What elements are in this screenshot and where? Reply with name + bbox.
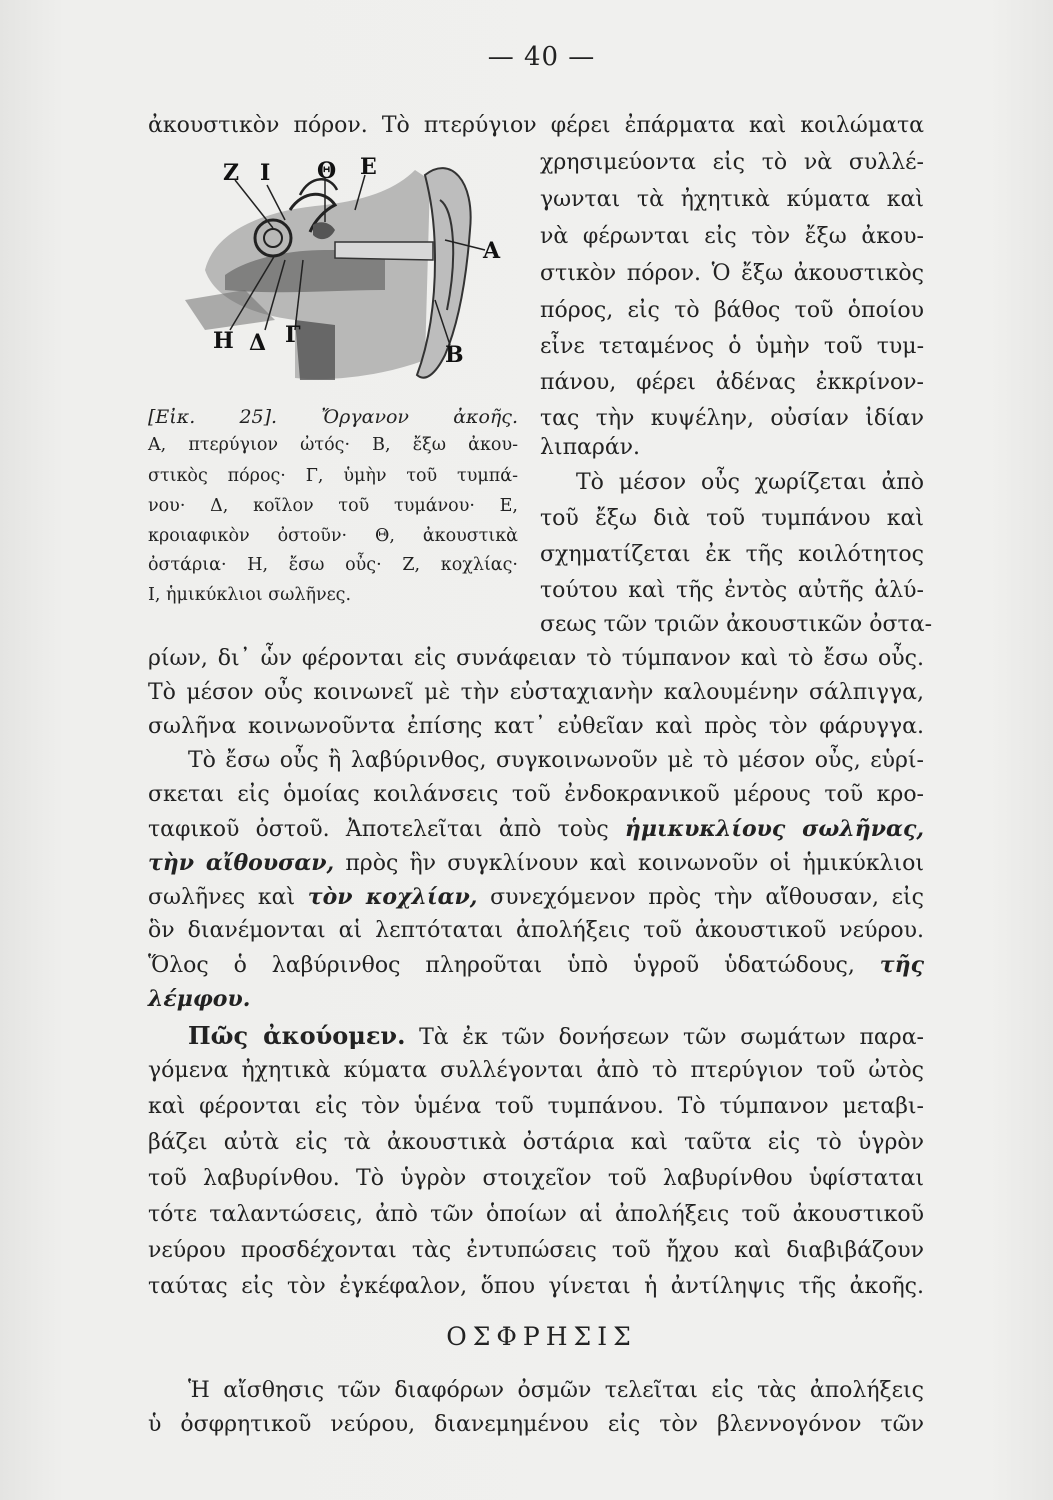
page-number: — 40 — [487,42,596,72]
text-line: ὃν διανέμονται αἱ λεπτόταται ἀπολήξεις τοῦ ἀκουστικοῦ νεύρου. [148,918,924,943]
text-line: καὶ φέρονται εἰς τὸν ὑμένα τοῦ τυμπάνου. Τὸ τύμπανον μεταβι- [148,1094,924,1119]
emphasis-term: λέμφου. [148,986,251,1012]
figure-label: Ι [260,160,271,186]
text-line: τοῦ λαβυρίνθου. Τὸ ὑγρὸν στοιχεῖον τοῦ λαβυρίνθου ὑφίσταται [148,1166,924,1191]
text-line: σκεται εἰς ὁμοίας κοιλάνσεις τοῦ ἐνδοκρανικοῦ μέρους τοῦ κρο- [148,782,924,807]
text-span: σωλῆνες καὶ [148,885,308,910]
text-line: σχηματίζεται ἐκ τῆς κοιλότητος [540,542,924,567]
emphasis-term: τῆς [879,952,924,978]
ear-anatomy-figure [185,150,515,390]
emphasis-term: τὴν αἴθουσαν, [148,850,335,876]
subheading: Πῶς ἀκούομεν. [188,1021,406,1050]
text-line: στικὸν πόρον. Ὁ ἔξω ἀκουστικὸς [540,261,924,286]
figure-caption-line: Α, πτερύγιον ὠτός· Β, ἔξω ἀκου- [148,435,518,455]
text-line: τότε ταλαντώσεις, ἀπὸ τῶν ὁποίων αἱ ἀπολήξεις τοῦ ἀκουστικοῦ [148,1202,924,1227]
text-line: Τὸ ἔσω οὖς ἢ λαβύρινθος, συγκοινωνοῦν μὲ τὸ μέσον οὖς, εὑρί- [188,748,924,773]
text-line: ἀκουστικὸν πόρον. Τὸ πτερύγιον φέρει ἐπάρματα καὶ κοιλώματα [148,113,924,138]
figure-label: Δ [249,330,267,356]
text-line [148,886,924,909]
figure-caption-line: κροιαφικὸν ὀστοῦν· Θ, ἀκουστικὰ [148,526,518,546]
text-span: πρὸς ἣν συγκλίνουν καὶ κοινωνοῦν οἱ ἡμικύκλιοι [334,851,924,876]
figure-label: Ζ [223,160,240,186]
emphasis-term: τὸν κοχλίαν, [307,884,478,910]
figure-label: Γ [285,322,301,348]
text-span: Ὅλος ὁ λαβύρινθος πληροῦται ὑπὸ ὑγροῦ ὑδατώδους, [148,953,880,978]
text-line: ρίων, δι᾽ ὧν φέρονται εἰς συνάφειαν τὸ τύμπανον καὶ τὸ ἔσω οὖς. [148,646,924,671]
text-line: πάνου, φέρει ἀδένας ἐκκρίνον- [540,370,924,395]
figure-caption-title: [Εἰκ. 25]. Ὄργανον ἀκοῆς. [148,406,518,428]
figure-label: Ε [360,154,377,180]
text-line [148,954,924,977]
text-line [148,852,924,875]
text-line: γόμενα ἠχητικὰ κύματα συλλέγονται ἀπὸ τὸ πτερύγιον τοῦ ὠτὸς [148,1058,924,1083]
text-span: συνεχόμενον πρὸς τὴν αἴθουσαν, εἰς [477,885,924,910]
text-line: σωλῆνα κοινωνοῦντα ἐπίσης κατ᾽ εὐθεῖαν καὶ πρὸς τὸν φάρυγγα. [148,714,924,739]
text-line [188,1021,924,1050]
text-line [148,818,924,841]
text-line: νὰ φέρωνται εἰς τὸν ἔξω ἀκου- [540,224,924,249]
text-line: νεύρου προσδέχονται τὰς ἐντυπώσεις τοῦ ἤχου καὶ διαβιβάζουν [148,1238,924,1263]
text-line: χρησιμεύοντα εἰς τὸ νὰ συλλέ- [540,150,924,175]
figure-caption-line: νου· Δ, κοῖλον τοῦ τυμάνου· Ε, [148,496,518,516]
figure-label: Β [445,342,464,368]
section-heading: ΟΣΦΡΗΣΙΣ [446,1322,637,1351]
text-line: γωνται τὰ ἠχητικὰ κύματα καὶ [540,187,924,212]
text-line: εἶνε τεταμένος ὁ ὑμὴν τοῦ τυμ- [540,334,924,359]
text-line: ὑ ὀσφρητικοῦ νεύρου, διανεμημένου εἰς τὸν βλεννογόνον τῶν [148,1412,924,1437]
figure-caption-line: στικὸς πόρος· Γ, ὑμὴν τοῦ τυμπά- [148,466,518,486]
text-line: πόρος, εἰς τὸ βάθος τοῦ ὁποίου [540,298,924,323]
emphasis-term: ἡμικυκλίους σωλῆνας, [624,816,924,842]
figure-label: Θ [317,158,337,184]
text-line: λιπαράν. [540,435,641,460]
figure-caption-line: ὀστάρια· Η, ἔσω οὖς· Ζ, κοχλίας· [148,555,518,575]
figure-label: Α [483,238,501,264]
text-span: Τὰ ἐκ τῶν δονήσεων τῶν σωμάτων παρα- [405,1025,924,1050]
text-line: τούτου καὶ τῆς ἐντὸς αὐτῆς ἀλύ- [540,578,924,603]
text-span: ταφικοῦ ὀστοῦ. Ἀποτελεῖται ἀπὸ τοὺς [148,817,625,842]
text-line: σεως τῶν τριῶν ἀκουστικῶν ὀστα- [540,612,933,637]
figure-caption-line: Ι, ἡμικύκλιοι σωλῆνες. [148,585,352,605]
text-line: τας τὴν κυψέλην, οὐσίαν ἰδίαν [540,406,924,431]
text-line [148,988,924,1011]
text-line: Ἡ αἴσθησις τῶν διαφόρων ὀσμῶν τελεῖται εἰς τὰς ἀπολήξεις [188,1378,924,1403]
text-line: βάζει αὐτὰ εἰς τὰ ἀκουστικὰ ὀστάρια καὶ ταῦτα εἰς τὸ ὑγρὸν [148,1130,924,1155]
figure-label: Η [213,328,234,354]
text-line: ταύτας εἰς τὸν ἐγκέφαλον, ὅπου γίνεται ἡ ἀντίληψις τῆς ἀκοῆς. [148,1274,924,1299]
text-line: Τὸ μέσον οὖς κοινωνεῖ μὲ τὴν εὐσταχιανὴν καλουμένην σάλπιγγα, [148,680,924,705]
text-line: τοῦ ἔξω διὰ τοῦ τυμπάνου καὶ [540,506,924,531]
text-line: Τὸ μέσον οὖς χωρίζεται ἀπὸ [576,470,924,495]
